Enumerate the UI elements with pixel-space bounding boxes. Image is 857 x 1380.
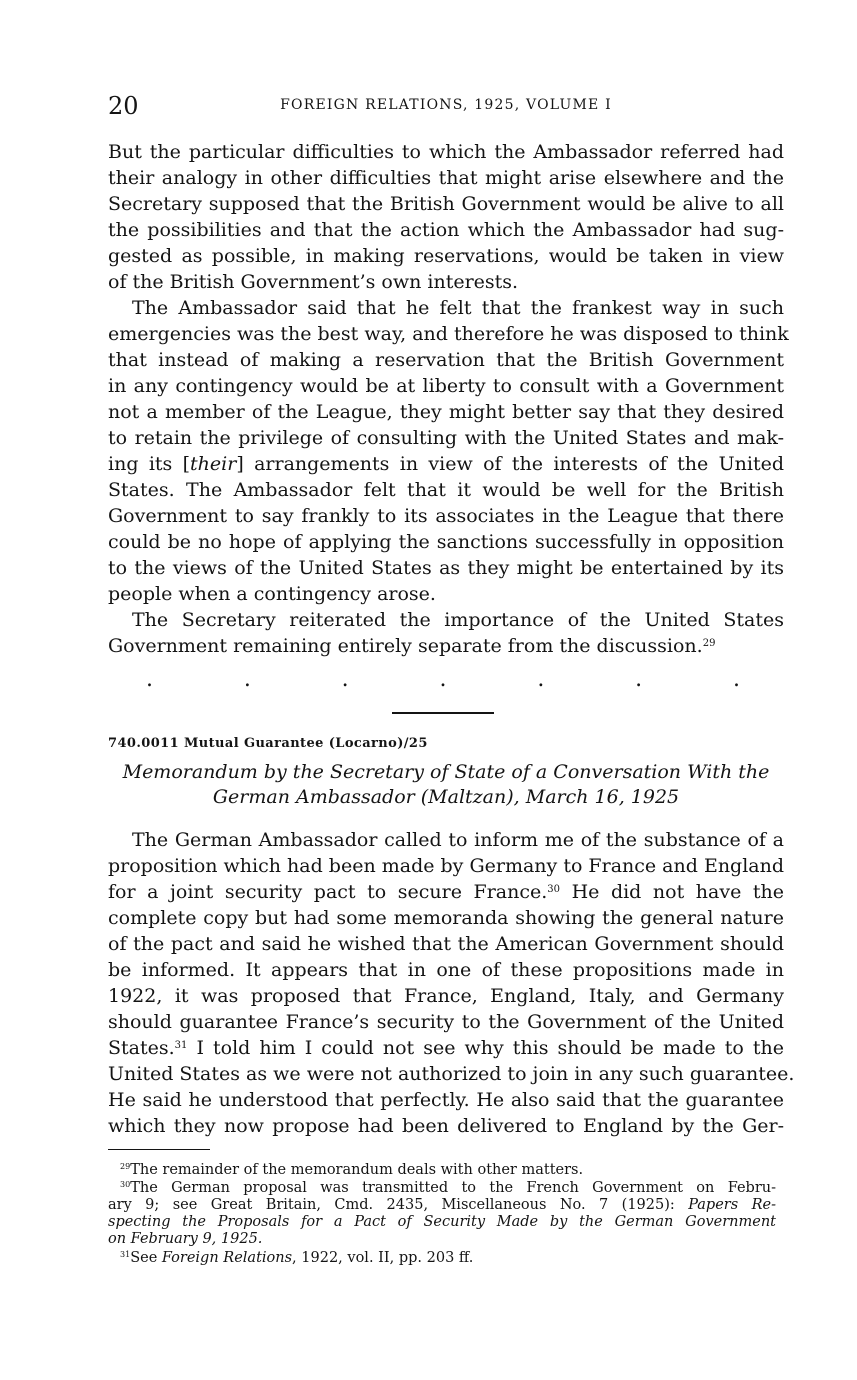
- memo-line: complete copy but had some memoranda showing the general nature: [108, 907, 784, 929]
- memo-line: of the pact and said he wished that the American Government should: [108, 933, 784, 955]
- footnote-number: 29: [120, 1162, 131, 1171]
- footnote-ref-31: 31: [174, 1040, 188, 1051]
- ellipsis-dot: .: [732, 667, 740, 692]
- footnote-text: The remainder of the memorandum deals with other matters.: [130, 1162, 584, 1178]
- page-header: [108, 92, 784, 122]
- body-line: could be no hope of applying the sanctions successfully in opposition: [108, 531, 784, 553]
- body-line: people when a contingency arose.: [108, 583, 436, 605]
- body-line: the possibilities and that the action which the Ambassador had sug-: [108, 219, 784, 241]
- footnote-line: [108, 1214, 776, 1231]
- body-line: Government to say frankly to its associates in the League that there: [108, 505, 784, 527]
- footnote-italic: specting the Proposals for a Pact of Security Made by the German Government: [108, 1214, 776, 1230]
- file-reference: 740.0011 Mutual Guarantee (Locarno)/25: [108, 736, 428, 751]
- memo-line: proposition which had been made by Germany to France and England: [108, 855, 785, 877]
- memo-line: He said he understood that perfectly. He also said that the guarantee: [108, 1089, 784, 1111]
- body-line: of the British Government’s own interests.: [108, 271, 519, 293]
- footnote-number: 30: [120, 1180, 131, 1189]
- memo-line: [108, 1035, 784, 1061]
- body-text-span: Government remaining entirely separate from the discussion.: [108, 635, 703, 657]
- footnote-ref-30: 30: [547, 884, 561, 895]
- footnote-divider: [108, 1149, 210, 1150]
- footnote-italic: on February 9, 1925.: [108, 1231, 263, 1247]
- footnote-ref-29: 29: [702, 638, 716, 649]
- page-number: 20: [108, 92, 139, 120]
- ellipsis-dot: .: [146, 667, 153, 692]
- ellipsis-dot: .: [635, 667, 643, 692]
- footnote-30: [120, 1180, 776, 1197]
- body-line: Secretary supposed that the British Government would be alive to all: [108, 193, 784, 215]
- footnote-italic: Papers Re-: [688, 1197, 776, 1213]
- memo-text-span: States.: [108, 1037, 175, 1059]
- body-line: [108, 633, 784, 659]
- body-line: The Ambassador said that he felt that the frankest way in such: [132, 297, 784, 319]
- body-line: that instead of making a reservation that the British Government: [108, 349, 784, 371]
- body-line: States. The Ambassador felt that it would be well for the British: [108, 479, 784, 501]
- running-head: FOREIGN RELATIONS, 1925, VOLUME I: [280, 97, 612, 113]
- footnote-italic: Foreign Relations: [161, 1250, 293, 1266]
- footnote-line: [108, 1197, 776, 1214]
- ellipsis-dot: .: [341, 667, 349, 692]
- body-line: But the particular difficulties to which the Ambassador referred had: [108, 141, 784, 163]
- document-title-line: Memorandum by the Secretary of State of a Conversation With the: [122, 761, 770, 783]
- memo-text-span: He did not have the: [560, 881, 784, 903]
- ellipsis-dot: .: [439, 667, 447, 692]
- memo-line: be informed. It appears that in one of these propositions made in: [108, 959, 784, 981]
- memo-line: United States as we were not authorized to join in any such guarantee.: [108, 1063, 795, 1085]
- memo-line: 1922, it was proposed that France, England, Italy, and Germany: [108, 985, 784, 1007]
- body-line: The Secretary reiterated the importance of the United States: [132, 609, 784, 631]
- emphasis-their: their: [190, 453, 237, 475]
- footnote-line: [108, 1231, 776, 1248]
- body-line: in any contingency would be at liberty to consult with a Government: [108, 375, 784, 397]
- body-line: [108, 451, 784, 477]
- document-title-line: German Ambassador (Maltzan), March 16, 1925: [212, 786, 680, 808]
- body-line: to the views of the United States as they might be entertained by its: [108, 557, 784, 579]
- ellipsis-row: [146, 669, 740, 691]
- memo-text-span: I told him I could not see why this should be made to the: [187, 1037, 784, 1059]
- body-line: their analogy in other difficulties that might arise elsewhere and the: [108, 167, 784, 189]
- footnote-text: , 1922, vol. II, pp. 203 ff.: [292, 1250, 474, 1266]
- ellipsis-dot: .: [243, 667, 251, 692]
- memo-line: should guarantee France’s security to the Government of the United: [108, 1011, 784, 1033]
- body-text-span: ing its [: [108, 453, 191, 475]
- body-line: not a member of the League, they might better say that they desired: [108, 401, 784, 423]
- body-line: gested as possible, in making reservations, would be taken in view: [108, 245, 784, 267]
- memo-line: [108, 879, 784, 905]
- footnote-text: See: [130, 1250, 162, 1266]
- footnote-29: [120, 1162, 776, 1179]
- section-divider: [392, 712, 494, 714]
- memo-line: which they now propose had been delivered to England by the Ger-: [108, 1115, 784, 1137]
- footnote-text: ary 9; see Great Britain, Cmd. 2435, Miscellaneous No. 7 (1925):: [108, 1197, 689, 1213]
- body-line: to retain the privilege of consulting with the United States and mak-: [108, 427, 784, 449]
- ellipsis-dot: .: [537, 667, 545, 692]
- body-text-span: ] arrangements in view of the interests of the United: [236, 453, 784, 475]
- memo-text-span: for a joint security pact to secure France.: [108, 881, 548, 903]
- memo-line: The German Ambassador called to inform me of the substance of a: [132, 829, 784, 851]
- footnote-number: 31: [120, 1250, 131, 1259]
- footnote-31: [120, 1250, 776, 1267]
- body-line: emergencies was the best way, and therefore he was disposed to think: [108, 323, 789, 345]
- footnote-text: The German proposal was transmitted to the French Government on Febru-: [130, 1180, 776, 1196]
